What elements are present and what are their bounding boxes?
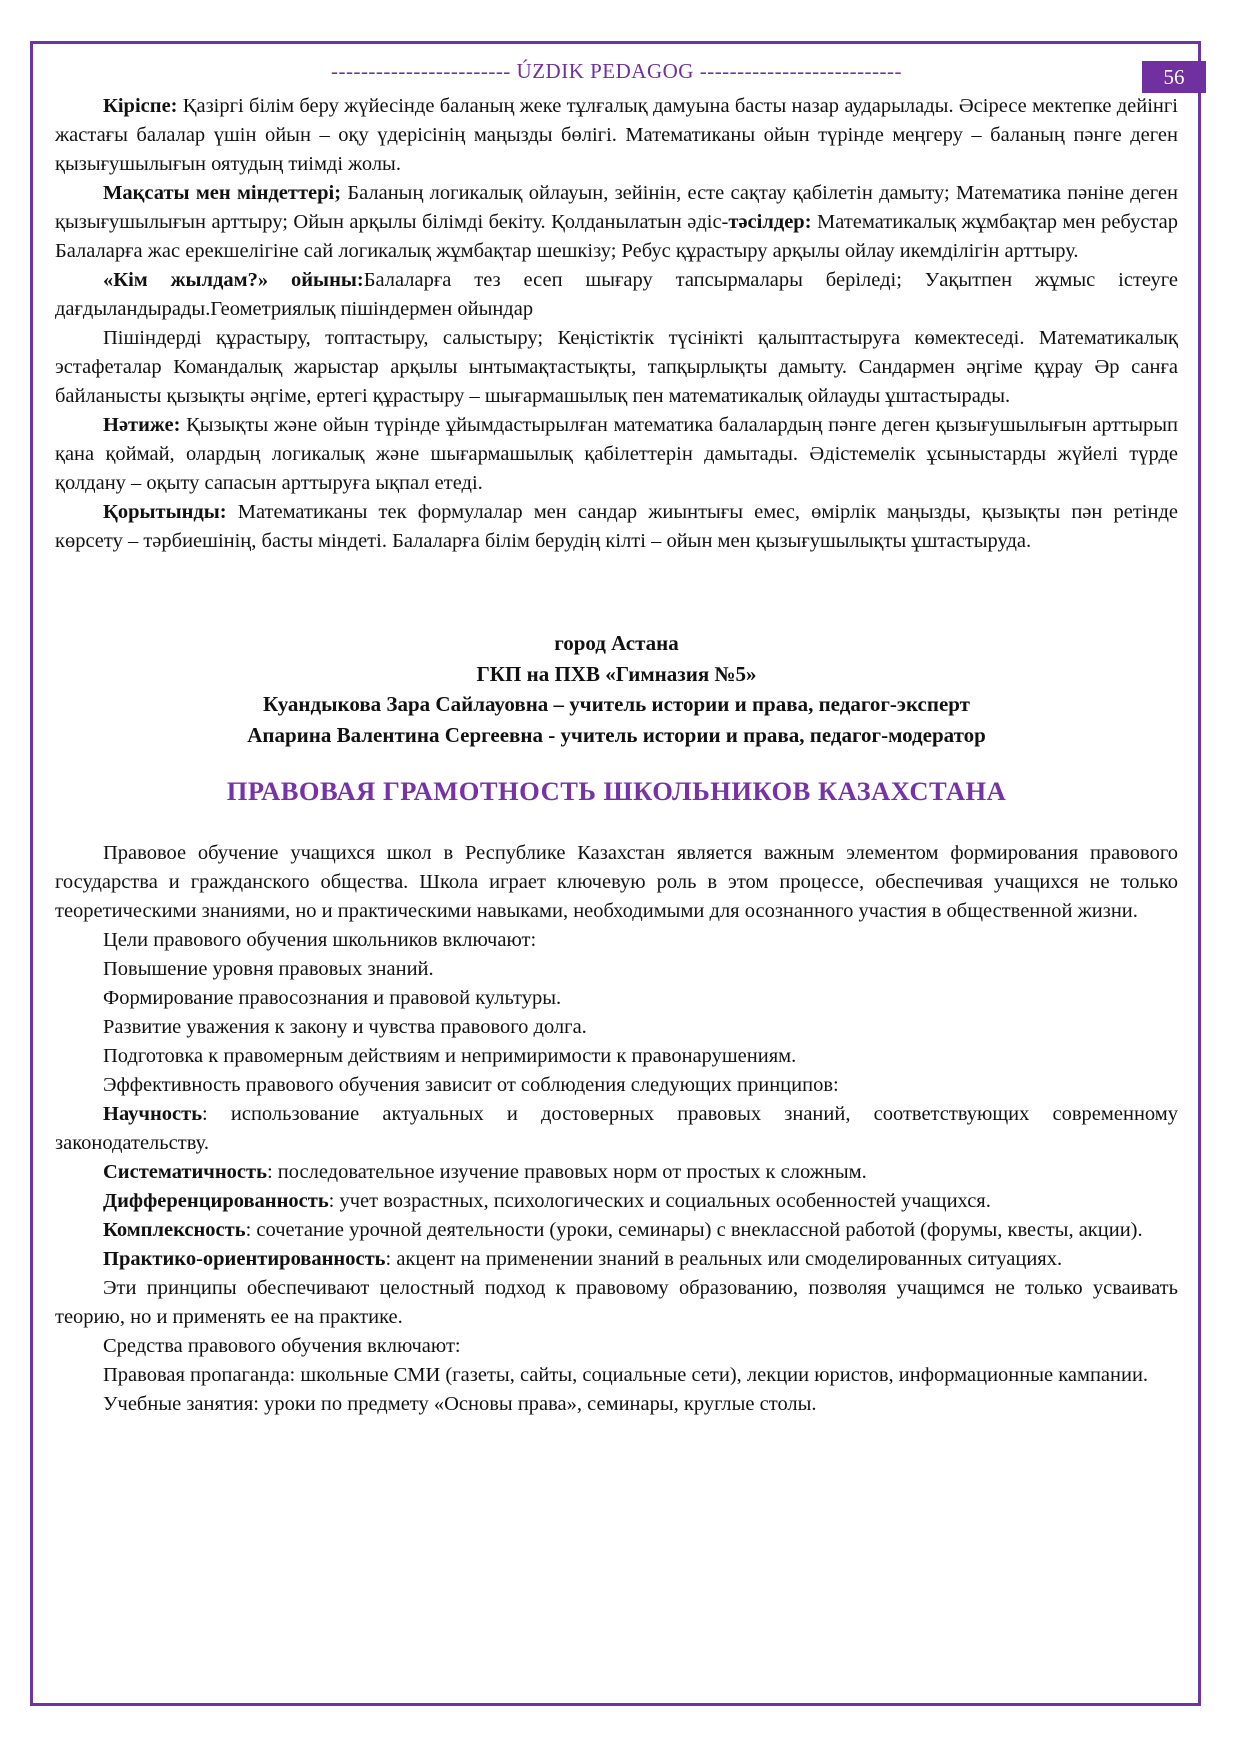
paragraph-kk-goals (55, 179, 1178, 266)
paragraph-ru-16 (55, 1390, 1178, 1419)
paragraph-text: Математикалық жұмбақтар мен ребустар Балаларға жас ерекшелігіне сай логикалық жұмбақтар шешкізу; Ребус құрастыру арқылы ойлау икемділігін арттыру. (55, 211, 1178, 262)
paragraph-ru-7 (55, 1071, 1178, 1100)
paragraph-lead: тәсілдер: (728, 211, 812, 233)
paragraph-lead: Нәтиже: (103, 414, 181, 436)
page-border-frame (30, 41, 1201, 1706)
paragraph-ru-6 (55, 1042, 1178, 1071)
paragraph-text: Қызықты және ойын түрінде ұйымдастырылған математика балалардың пәнге деген қызығушылығын арттырып қана қоймай, олардың логикалық және шығармашылық қабілеттерін дамытады. Әдістемелік ұсыныстарды жүйелі түрде қолдану – оқыту сапасын арттыруға ықпал етеді. (55, 414, 1178, 494)
paragraph-ru-10 (55, 1187, 1178, 1216)
article-title: ПРАВОВАЯ ГРАМОТНОСТЬ ШКОЛЬНИКОВ КАЗАХСТАНА (226, 776, 1007, 806)
paragraph-text: Қазіргі білім беру жүйесінде баланың жеке тұлғалық дамуына басты назар аударылады. Әсіресе мектепке дейінгі жастағы балалар үшін ойын – оқу үдерісінің маңызды бөлігі. Математиканы ойын түрінде меңгеру – баланың пәнге деген қызығушылығын оятудың тиімді жолы. (55, 95, 1178, 175)
paragraph-kk-shapes (55, 324, 1178, 411)
paragraph-kk-result (55, 411, 1178, 498)
paragraph-ru-8 (55, 1100, 1178, 1158)
paragraph-lead: «Кім жылдам?» ойыны: (103, 269, 364, 291)
paragraph-lead: Комплексность (103, 1219, 246, 1241)
paragraph-lead: Практико-ориентированность (103, 1248, 386, 1270)
paragraph-text: Эти принципы обеспечивают целостный подход к правовому образованию, позволяя учащимся не только усваивать теорию, но и применять ее на практике. (55, 1277, 1178, 1328)
paragraph-text: : использование актуальных и достоверных правовых знаний, соответствующих современному законодательству. (55, 1103, 1178, 1154)
paragraph-ru-14 (55, 1332, 1178, 1361)
paragraph-kk-intro (55, 92, 1178, 179)
russian-article (55, 839, 1178, 1419)
paragraph-text: Эффективность правового обучения зависит от соблюдения следующих принципов: (103, 1074, 839, 1096)
paragraph-text: Баланың логикалық ойлауын, зейінін, есте сақтау қабілетін дамыту; Математика пәніне деген қызығушылығын арттыру; Ойын арқылы білімді бекіту. Қолданылатын әдіс- (55, 182, 1178, 233)
paragraph-text: Правовая пропаганда: школьные СМИ (газеты, сайты, социальные сети), лекции юристов, информационные кампании. (103, 1364, 1149, 1386)
paragraph-lead: Қорытынды: (103, 501, 227, 523)
page-content (33, 44, 1198, 1419)
paragraph-text: : сочетание урочной деятельности (уроки, семинары) с внеклассной работой (форумы, квесты, акции). (245, 1219, 1143, 1241)
paragraph-ru-12 (55, 1245, 1178, 1274)
paragraph-text: Подготовка к правомерным действиям и непримиримости к правонарушениям. (103, 1045, 797, 1067)
paragraph-lead: Кіріспе: (103, 95, 178, 117)
paragraph-ru-13 (55, 1274, 1178, 1332)
paragraph-lead: Дифференцированность (103, 1190, 329, 1212)
paragraph-kk-game (55, 266, 1178, 324)
paragraph-ru-1 (55, 839, 1178, 926)
paragraph-text: : последовательное изучение правовых норм от простых к сложным. (266, 1161, 867, 1183)
page-number: 56 (1163, 64, 1185, 89)
paragraph-lead: Мақсаты мен міндеттері; (103, 182, 342, 204)
paragraph-kk-conclusion (55, 498, 1178, 556)
paragraph-ru-9 (55, 1158, 1178, 1187)
byline-school: ГКП на ПХВ «Гимназия №5» (476, 661, 757, 686)
paragraph-lead: Систематичность (103, 1161, 267, 1183)
paragraph-text: Балаларға тез есеп шығару тапсырмалары беріледі; Уақытпен жұмыс істеуге дағдыландырады.Геометриялық пішіндермен ойындар (55, 269, 1178, 320)
paragraph-lead: Научность (103, 1103, 203, 1125)
paragraph-text: Повышение уровня правовых знаний. (103, 958, 434, 980)
paragraph-text: Математиканы тек формулалар мен сандар жиынтығы емес, өмірлік маңызды, қызықты пән ретінде көрсету – тәрбиешінің, басты міндеті. Балаларға білім берудің кілті – ойын мен қызығушылықты ұштастыруда. (55, 501, 1178, 552)
byline-author-1: Куандыкова Зара Сайлауовна – учитель истории и права, педагог-эксперт (262, 692, 971, 716)
journal-header-title: ------------------------ ÚZDIK PEDAGOG --------------------------- (330, 59, 903, 83)
byline-author-2: Апарина Валентина Сергеевна - учитель истории и права, педагог-модератор (247, 722, 986, 747)
byline-city: город Астана (554, 631, 679, 655)
kazakh-article (55, 92, 1178, 556)
paragraph-text: Средства правового обучения включают: (103, 1335, 461, 1357)
paragraph-text: : акцент на применении знаний в реальных или смоделированных ситуациях. (385, 1248, 1063, 1270)
paragraph-text: Развитие уважения к закону и чувства правового долга. (103, 1016, 587, 1038)
paragraph-ru-11 (55, 1216, 1178, 1245)
author-byline (55, 628, 1178, 750)
paragraph-ru-2 (55, 926, 1178, 955)
paragraph-ru-15 (55, 1361, 1178, 1390)
paragraph-text: Учебные занятия: уроки по предмету «Основы права», семинары, круглые столы. (103, 1393, 817, 1415)
paragraph-text: : учет возрастных, психологических и социальных особенностей учащихся. (328, 1190, 991, 1212)
paragraph-text: Пішіндерді құрастыру, топтастыру, салыстыру; Кеңістіктік түсінікті қалыптастыруға көмектеседі. Математикалық эстафеталар Командалық жарыстар арқылы ынтымақтастықты, тапқырлықты дамыту. Сандармен әңгіме құрау Әр санға байланысты қызықты әңгіме, ертегі құрастыру – шығармашылық пен математикалық ойлауды ұштастырады. (55, 327, 1178, 407)
paragraph-text: Формирование правосознания и правовой культуры. (103, 987, 562, 1009)
paragraph-ru-4 (55, 984, 1178, 1013)
paragraph-ru-5 (55, 1013, 1178, 1042)
paragraph-ru-3 (55, 955, 1178, 984)
paragraph-text: Правовое обучение учащихся школ в Республике Казахстан является важным элементом формирования правового государства и гражданского общества. Школа играет ключевую роль в этом процессе, обеспечивая учащихся не только теоретическими знаниями, но и практическими навыками, необходимыми для осознанного участия в общественной жизни. (55, 842, 1178, 922)
paragraph-text: Цели правового обучения школьников включают: (103, 929, 537, 951)
